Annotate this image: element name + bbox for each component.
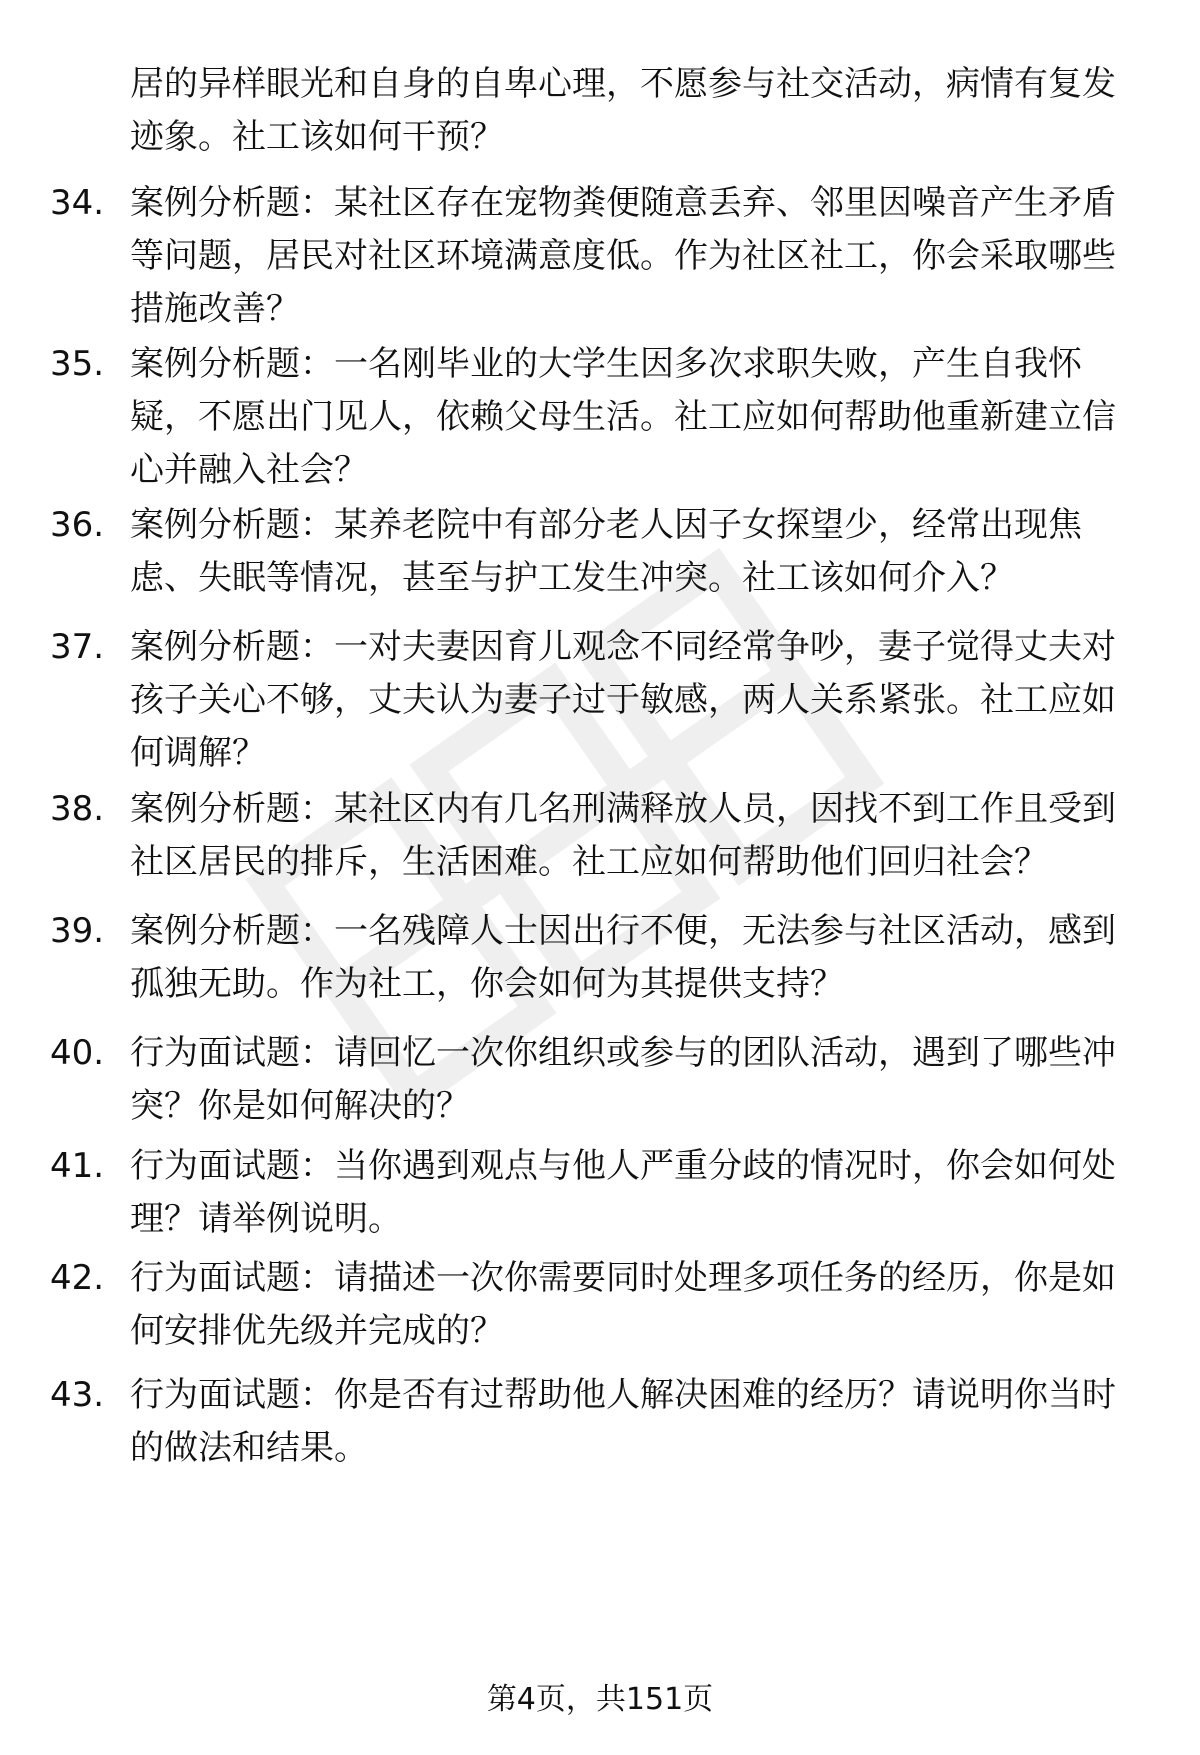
question-number: 37. (50, 627, 105, 667)
question-number: 36. (50, 505, 105, 545)
question-number: 41. (50, 1146, 105, 1186)
question-text: 案例分析题：一对夫妻因育儿观念不同经常争吵，妻子觉得丈夫对孩子关心不够，丈夫认为妻子过于敏感，两人关系紧张。社工应如何调解？ (130, 627, 1116, 773)
question-text: 案例分析题：某社区内有几名刑满释放人员，因找不到工作且受到社区居民的排斥，生活困难。社工应如何帮助他们回归社会？ (130, 789, 1116, 882)
question-number: 35. (50, 344, 105, 384)
question-text: 行为面试题：请回忆一次你组织或参与的团队活动，遇到了哪些冲突？你是如何解决的？ (130, 1033, 1116, 1126)
question-text: 案例分析题：某社区存在宠物粪便随意丢弃、邻里因噪音产生矛盾等问题，居民对社区环境满意度低。作为社区社工，你会采取哪些措施改善？ (130, 183, 1116, 329)
question-number: 43. (50, 1375, 105, 1415)
question-number: 39. (50, 911, 105, 951)
question-text: 行为面试题：请描述一次你需要同时处理多项任务的经历，你是如何安排优先级并完成的？ (130, 1258, 1116, 1351)
question-text: 案例分析题：一名刚毕业的大学生因多次求职失败，产生自我怀疑，不愿出门见人，依赖父母生活。社工应如何帮助他重新建立信心并融入社会？ (130, 344, 1116, 490)
question-text: 案例分析题：某养老院中有部分老人因子女探望少，经常出现焦虑、失眠等情况，甚至与护工发生冲突。社工该如何介入？ (130, 505, 1082, 598)
question-number: 34. (50, 183, 105, 223)
question-number: 42. (50, 1258, 105, 1298)
question-number: 40. (50, 1033, 105, 1073)
question-continuation-text: 居的异样眼光和自身的自卑心理，不愿参与社交活动，病情有复发迹象。社工该如何干预？ (130, 64, 1116, 157)
question-number: 38. (50, 789, 105, 829)
question-text: 案例分析题：一名残障人士因出行不便，无法参与社区活动，感到孤独无助。作为社工，你会如何为其提供支持？ (130, 911, 1116, 1004)
question-text: 行为面试题：当你遇到观点与他人严重分歧的情况时，你会如何处理？请举例说明。 (130, 1146, 1116, 1239)
page-footer: 第4页，共151页 (486, 1682, 714, 1717)
question-text: 行为面试题：你是否有过帮助他人解决困难的经历？请说明你当时的做法和结果。 (130, 1375, 1116, 1468)
